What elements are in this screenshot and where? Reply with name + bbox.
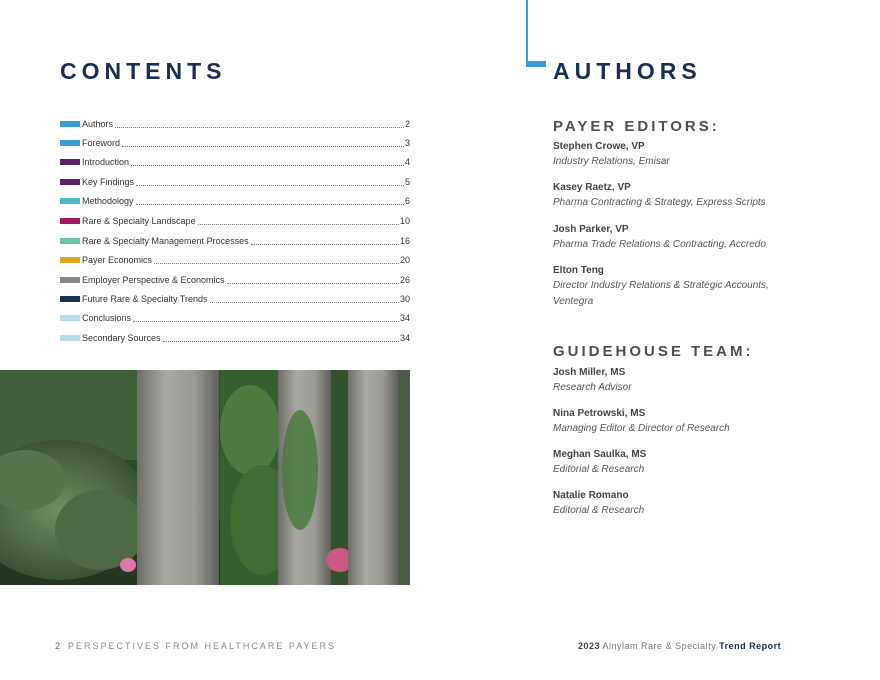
toc-item-secondary-sources[interactable] [60, 331, 410, 345]
toc-item-authors[interactable] [60, 117, 410, 131]
toc-item-label: Introduction [82, 157, 130, 167]
footer-report-name: Trend Report [719, 641, 782, 651]
authors-heading: AUTHORS [553, 58, 702, 84]
guidehouse-team-heading: GUIDEHOUSE TEAM: [553, 343, 754, 360]
accent-tick [526, 61, 546, 67]
toc-leader-dots [131, 165, 404, 166]
toc-color-swatch [60, 277, 80, 283]
garden-columns-photo [0, 370, 410, 585]
person-name: Stephen Crowe, VP [553, 141, 645, 152]
toc-item-employer-perspective[interactable] [60, 273, 410, 287]
toc-page-number: 4 [404, 157, 410, 167]
toc-page-number: 5 [404, 177, 410, 187]
person-name: Elton Teng [553, 265, 604, 276]
toc-item-label: Payer Economics [82, 255, 153, 265]
toc-leader-dots [154, 263, 399, 264]
person-role: Director Industry Relations & Strategic Accounts, Ventegra [553, 280, 769, 307]
person-role: Editorial & Research [553, 464, 645, 475]
toc-item-label: Methodology [82, 196, 134, 206]
person-role: Pharma Contracting & Strategy, Express Scripts [553, 197, 766, 208]
footer-left [55, 641, 336, 651]
accent-vertical-line [526, 0, 528, 67]
toc-color-swatch [60, 257, 80, 263]
person-role: Managing Editor & Director of Research [553, 423, 730, 434]
payer-editor-1 [553, 140, 803, 170]
payer-editor-3 [553, 223, 803, 253]
toc-page-number: 6 [404, 196, 410, 206]
toc-page-number: 10 [399, 216, 410, 226]
toc-item-label: Employer Perspective & Economics [82, 275, 225, 285]
toc-page-number: 2 [404, 119, 410, 129]
toc-item-introduction[interactable] [60, 155, 410, 169]
toc-color-swatch [60, 140, 80, 146]
footer-brand: Alnylam Rare & Specialty [602, 641, 717, 651]
toc-color-swatch [60, 179, 80, 185]
footer-publication-title: PERSPECTIVES FROM HEALTHCARE PAYERS [68, 641, 337, 651]
person-role: Pharma Trade Relations & Contracting, Accredo [553, 239, 766, 250]
toc-leader-dots [133, 321, 399, 322]
person-role: Industry Relations, Emisar [553, 156, 670, 167]
toc-leader-dots [198, 224, 399, 225]
toc-item-label: Rare & Specialty Landscape [82, 216, 196, 226]
person-role: Research Advisor [553, 382, 632, 393]
toc-leader-dots [136, 185, 404, 186]
footer-page-number: 2 [55, 641, 61, 651]
toc-item-management-processes[interactable] [60, 234, 410, 248]
toc-page-number: 3 [404, 138, 410, 148]
toc-leader-dots [163, 341, 399, 342]
team-member-2 [553, 407, 803, 437]
person-name: Natalie Romano [553, 490, 629, 501]
payer-editor-4 [553, 264, 803, 310]
toc-item-label: Future Rare & Specialty Trends [82, 294, 208, 304]
toc-item-label: Key Findings [82, 177, 135, 187]
toc-item-label: Authors [82, 119, 114, 129]
toc-leader-dots [227, 283, 399, 284]
toc-item-key-findings[interactable] [60, 175, 410, 189]
team-member-3 [553, 448, 803, 478]
toc-page-number: 30 [399, 294, 410, 304]
toc-leader-dots [210, 302, 399, 303]
toc-color-swatch [60, 198, 80, 204]
toc-leader-dots [136, 204, 404, 205]
toc-color-swatch [60, 218, 80, 224]
toc-page-number: 34 [399, 333, 410, 343]
toc-item-payer-economics[interactable] [60, 253, 410, 267]
toc-item-future-trends[interactable] [60, 292, 410, 306]
footer-year: 2023 [578, 641, 601, 651]
toc-page-number: 16 [399, 236, 410, 246]
toc-item-foreword[interactable] [60, 136, 410, 150]
toc-leader-dots [251, 244, 399, 245]
person-name: Nina Petrowski, MS [553, 408, 646, 419]
person-role: Editorial & Research [553, 505, 645, 516]
toc-item-conclusions[interactable] [60, 311, 410, 325]
toc-item-label: Foreword [82, 138, 121, 148]
toc-item-landscape[interactable] [60, 214, 410, 228]
toc-item-methodology[interactable] [60, 194, 410, 208]
toc-item-label: Secondary Sources [82, 333, 161, 343]
toc-color-swatch [60, 296, 80, 302]
team-member-1 [553, 366, 803, 396]
person-name: Kasey Raetz, VP [553, 182, 631, 193]
team-member-4 [553, 489, 803, 519]
person-name: Josh Miller, MS [553, 367, 626, 378]
footer-right [578, 641, 781, 651]
toc-leader-dots [115, 127, 404, 128]
toc-page-number: 26 [399, 275, 410, 285]
toc-color-swatch [60, 335, 80, 341]
payer-editor-2 [553, 181, 803, 211]
toc-page-number: 20 [399, 255, 410, 265]
toc-page-number: 34 [399, 313, 410, 323]
toc-color-swatch [60, 238, 80, 244]
toc-color-swatch [60, 159, 80, 165]
toc-leader-dots [122, 146, 404, 147]
toc-color-swatch [60, 121, 80, 127]
contents-heading: CONTENTS [60, 58, 227, 84]
toc-item-label: Rare & Specialty Management Processes [82, 236, 249, 246]
payer-editors-heading: PAYER EDITORS: [553, 118, 720, 135]
person-name: Meghan Saulka, MS [553, 449, 647, 460]
toc-color-swatch [60, 315, 80, 321]
toc-item-label: Conclusions [82, 313, 132, 323]
person-name: Josh Parker, VP [553, 224, 629, 235]
